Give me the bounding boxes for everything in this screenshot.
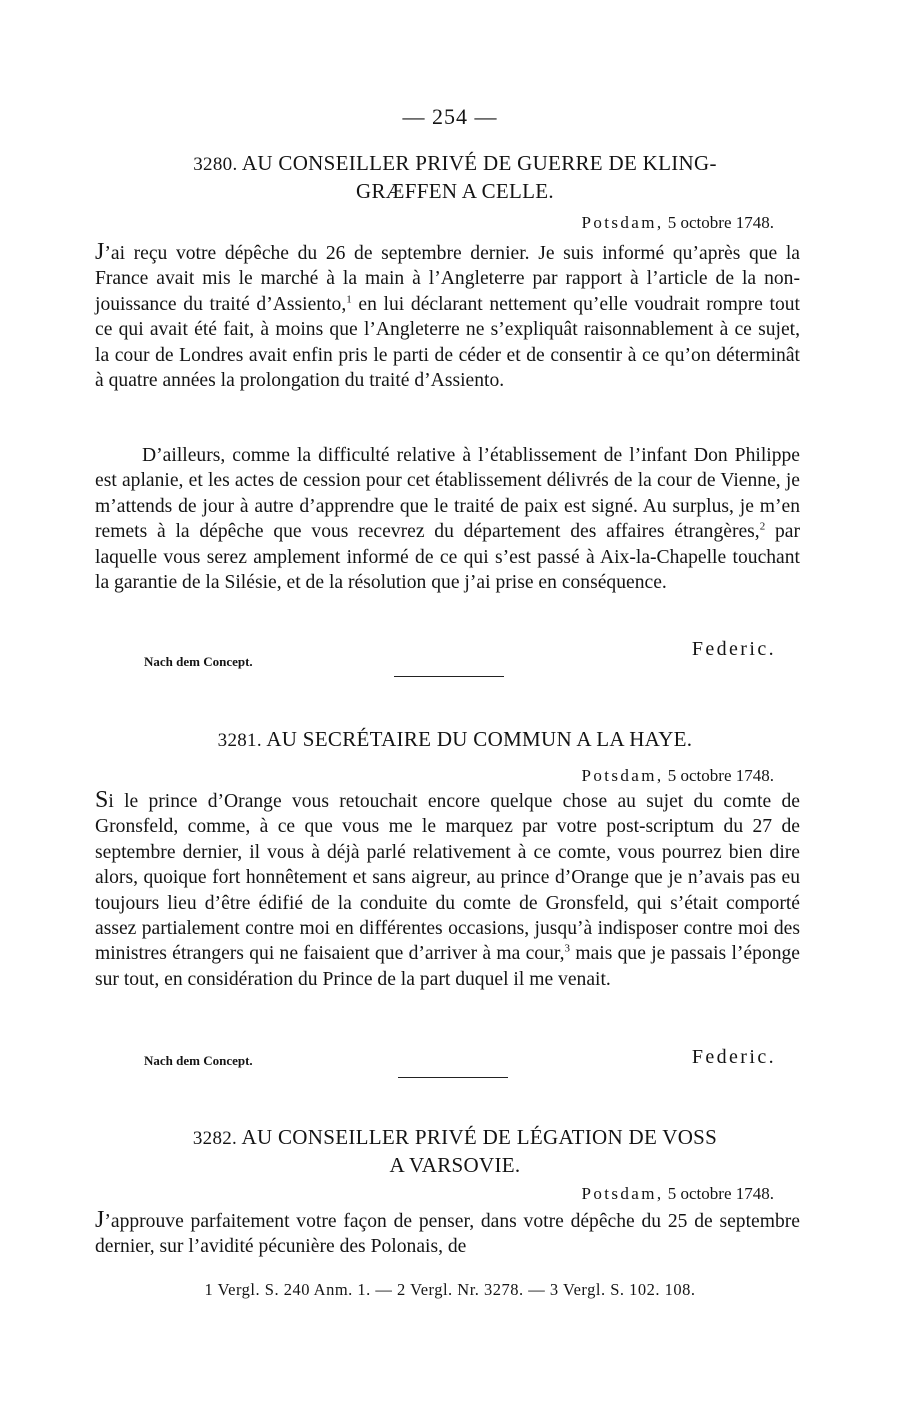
letter-3281-paragraph-1: [95, 788, 800, 992]
initial-letter: J: [95, 239, 105, 265]
dateline-date: 5 octobre 1748.: [667, 766, 774, 785]
paragraph-text-continued: par laquelle vous serez amplement informé de ce qui s’est passé à Aix-la-Chapelle touchant la garantie de la Silésie, et de la résolution que j’ai prise en conséquence.: [95, 521, 800, 594]
letter-title-line1: AU CONSEILLER PRIVÉ DE GUERRE DE KLING-: [241, 151, 717, 175]
letter-number: 3281.: [217, 730, 262, 751]
footnote-marker: 1: [346, 293, 352, 306]
footnote-marker: 2: [759, 520, 766, 533]
initial-letter: J: [95, 1207, 105, 1233]
footnotes: 1 Vergl. S. 240 Anm. 1. — 2 Vergl. Nr. 3278. — 3 Vergl. S. 102. 108.: [204, 1280, 696, 1299]
letter-3281-source: Nach dem Concept.: [144, 1053, 253, 1068]
letter-title-line1: AU CONSEILLER PRIVÉ DE LÉGATION DE VOSS: [241, 1125, 718, 1149]
letter-title-line1: AU SECRÉTAIRE DU COMMUN A LA HAYE.: [266, 727, 693, 751]
letter-3281-dateline: [582, 766, 775, 786]
letter-number: 3282.: [192, 1128, 238, 1149]
dateline-place: Potsdam,: [581, 766, 664, 785]
letter-3280-paragraph-1: [95, 240, 800, 393]
letter-number: 3280.: [193, 154, 238, 175]
letter-3282-heading: [130, 1124, 780, 1179]
letter-3280-heading: [130, 150, 780, 205]
letter-3280-dateline: [582, 213, 775, 233]
initial-letter: S: [95, 787, 109, 813]
dateline-place: Potsdam,: [581, 213, 664, 232]
letter-3282-dateline: [582, 1184, 775, 1204]
letter-3280-source: Nach dem Concept.: [144, 654, 253, 669]
paragraph-text: ’ai reçu votre dépêche du 26 de septembre dernier. Je suis informé qu’après que la France avait mis le marché à la main à l’Angleterre par rapport à l’article de la non-jouissance du traité d’Assiento,: [95, 243, 800, 315]
letter-title-line2: GRÆFFEN A CELLE.: [356, 179, 554, 203]
letter-3282-paragraph-1: [95, 1208, 800, 1260]
paragraph-text-continued: en lui déclarant nettement qu’elle voudrait rompre tout ce qui avait été fait, à moins que l’Angleterre ne s’expliquât raisonnablement à ce sujet, la cour de Londres avait enfin pris le parti de céder et de consentir à ce qu’on déterminât à quatre années la prolongation du traité d’Assiento.: [95, 293, 801, 392]
section-divider: [394, 676, 504, 677]
dateline-date: 5 octobre 1748.: [667, 1184, 774, 1203]
paragraph-text: D’ailleurs, comme la difficulté relative à l’établissement de l’infant Don Philippe est aplanie, et les actes de cession pour cet établissement délivrés de la cour de Vienne, je m’attends de jour à autre d’apprendre que le traité de paix est signé. Au surplus, je m’en remets à la dépêche que vous recevrez du département des affaires étrangères,: [95, 445, 800, 543]
paragraph-text-continued: mais que je passais l’éponge sur tout, en considération du Prince de la part duquel il me venait.: [95, 943, 800, 990]
letter-3281-heading: [130, 726, 780, 754]
footnote-marker: 3: [564, 942, 571, 955]
letter-3280-paragraph-2: [95, 443, 800, 595]
letter-3281-signature: Federic.: [691, 1046, 776, 1068]
dateline-place: Potsdam,: [581, 1184, 664, 1203]
paragraph-text: i le prince d’Orange vous retouchait encore quelque chose au sujet du comte de Gronsfeld, comme, à ce que vous me le marquez par votre post-scriptum du 27 de septembre dernier, il vous à déjà parlé relativement à ce comte, vous pourrez bien dire alors, quoique fort honnêtement et sans aigreur, au prince d’Orange que je n’avais pas eu toujours lieu d’être édifié de la conduite du comte de Gronsfeld, qui s’était comporté assez partialement contre moi en différentes occasions, jusqu’à indisposer contre moi des ministres étrangers qui ne faisaient que d’arriver à ma cour,: [95, 791, 800, 965]
page-number: — 254 —: [402, 104, 498, 129]
section-divider: [398, 1077, 508, 1078]
dateline-date: 5 octobre 1748.: [667, 213, 774, 232]
paragraph-text: ’approuve parfaitement votre façon de penser, dans votre dépêche du 25 de septembre dernier, sur l’avidité pécunière des Polonais, de: [95, 1211, 800, 1258]
letter-3280-signature: Federic.: [691, 638, 776, 660]
letter-title-line2: A VARSOVIE.: [389, 1153, 521, 1177]
